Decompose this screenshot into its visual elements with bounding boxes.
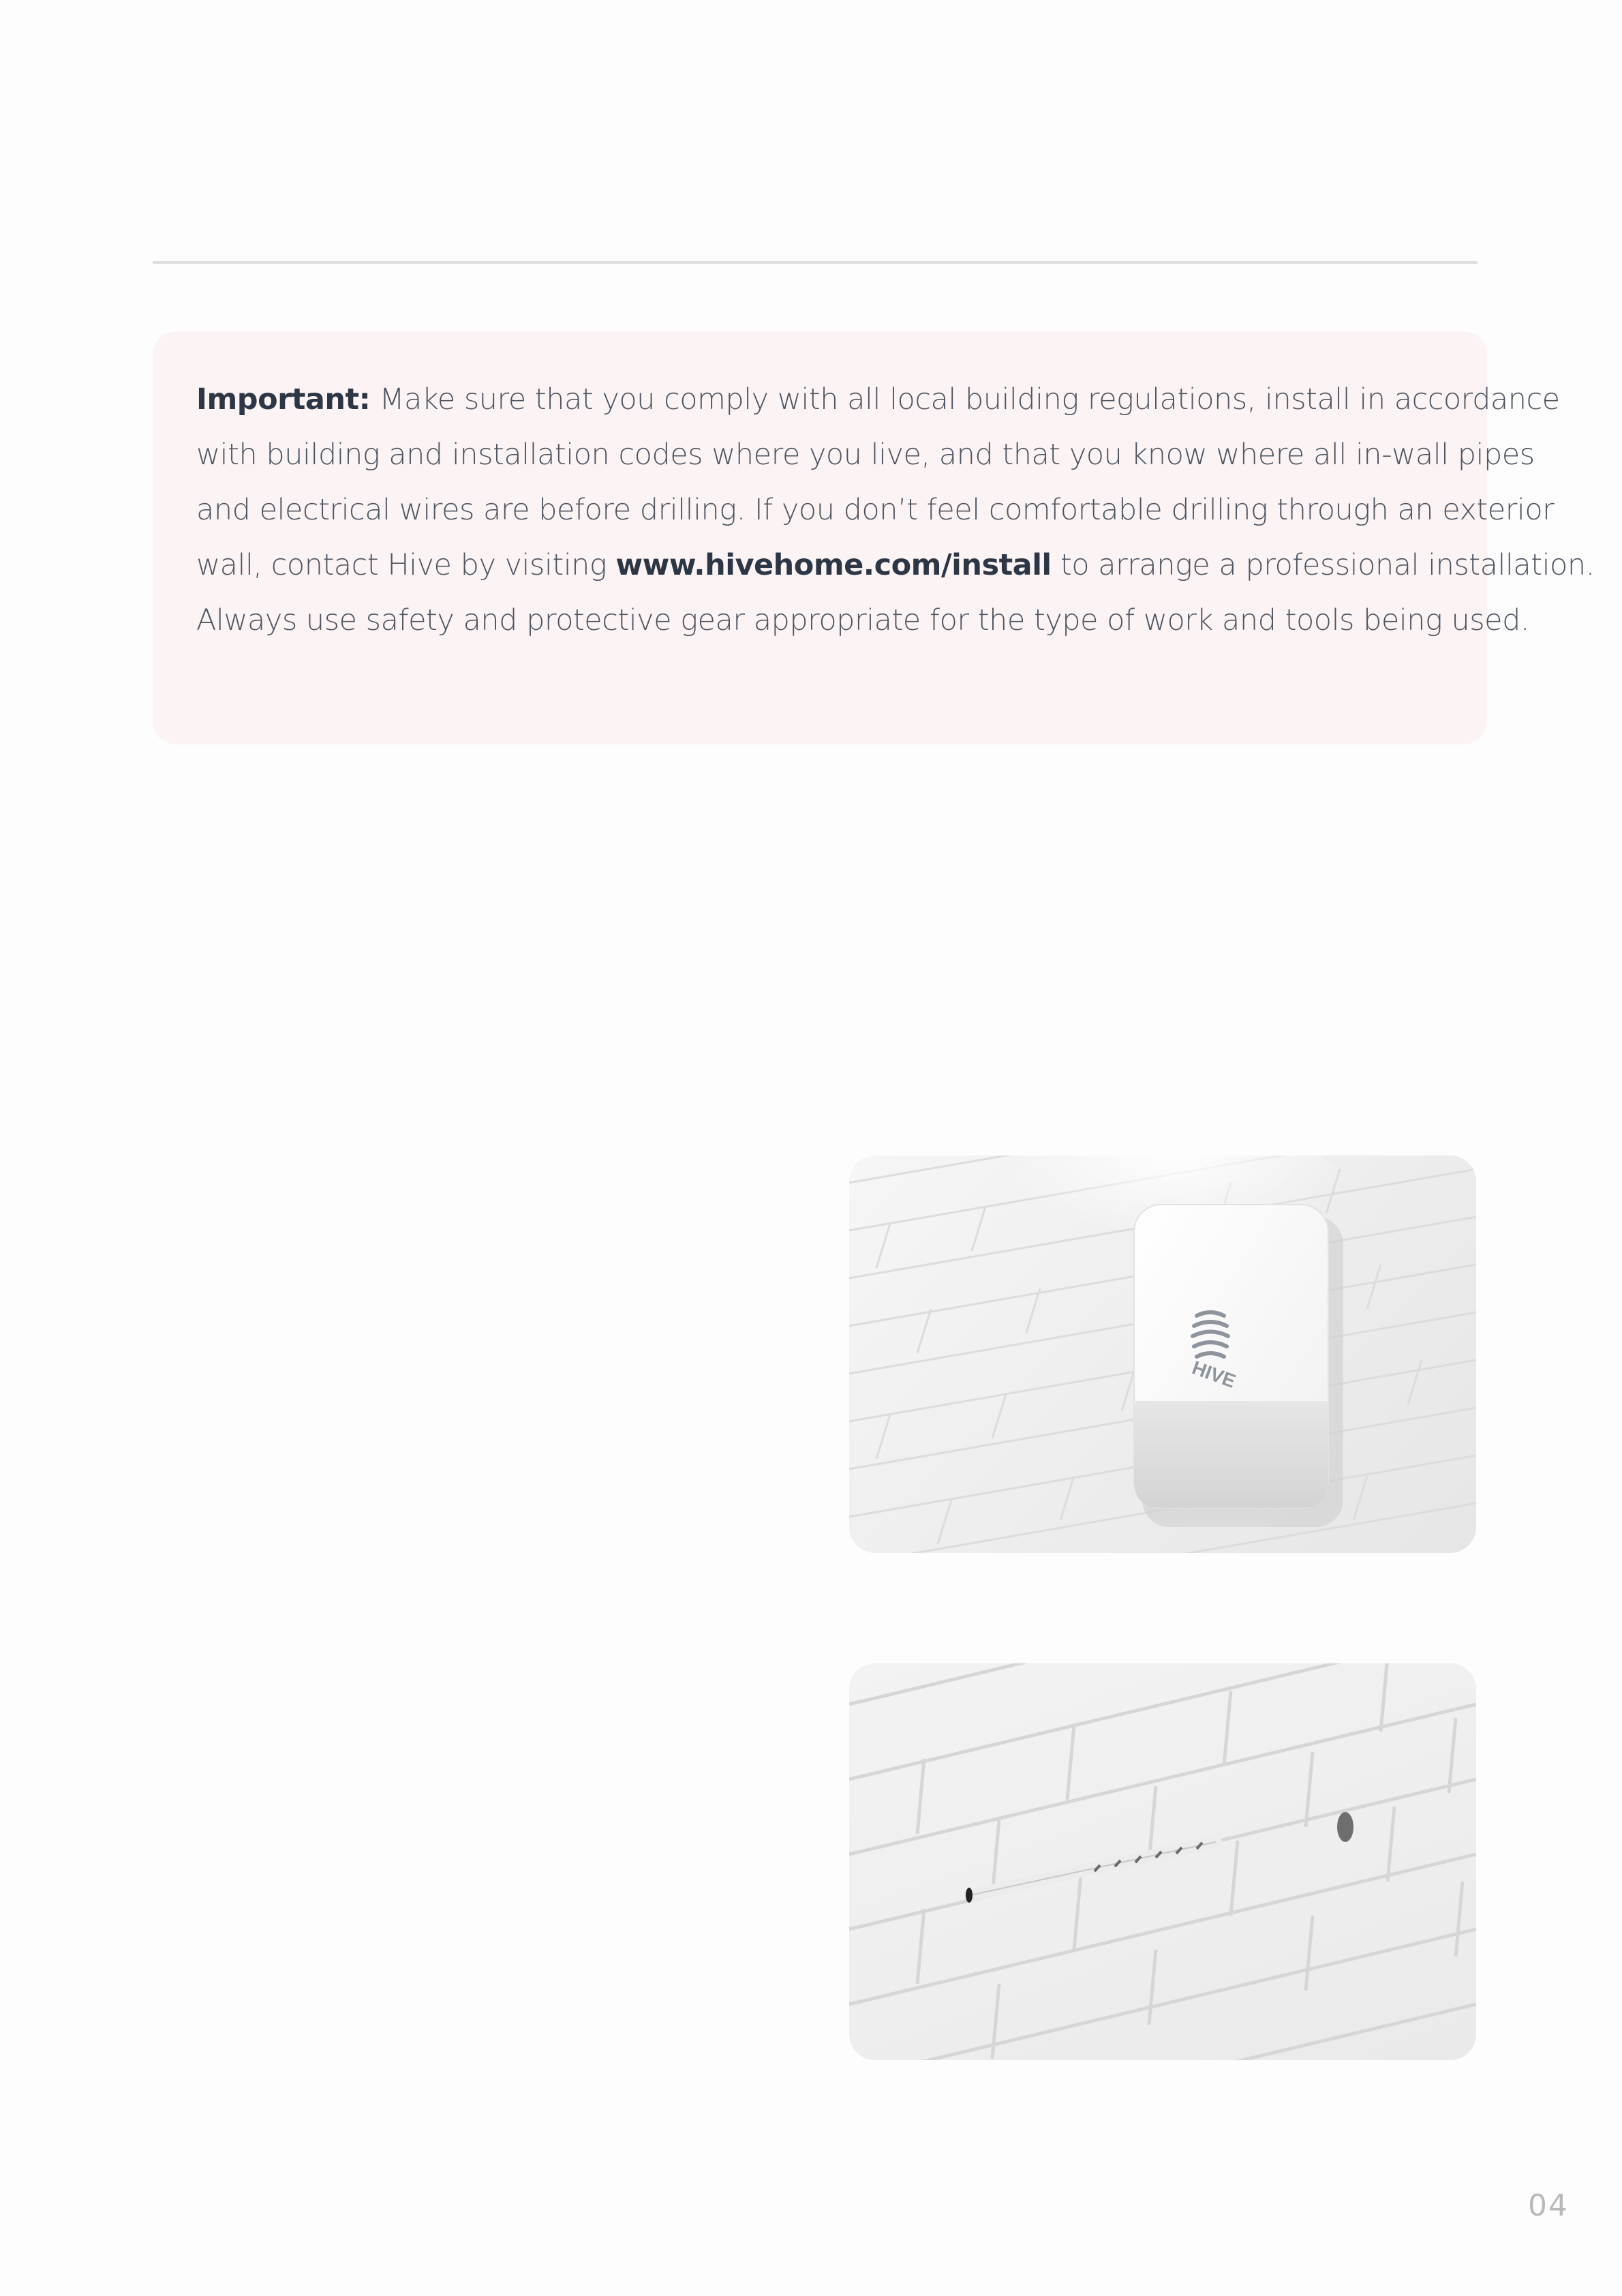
hive-siren-wall-image [849,1155,1476,1553]
drilling-wall-image [849,1663,1476,2060]
drilling-illustration [849,1663,1476,2060]
hive-logo-text: HIVE [1189,1357,1239,1392]
notice-line-5: Always use safety and protective gear appropriate for the type of work and tools being used. [196,603,1530,637]
notice-line-2: with building and installation codes where you live, and that you know where all in-wall pipes [196,438,1535,472]
page-number: 04 [1528,2188,1569,2223]
brick-lines [849,1663,1476,2060]
notice-label: Important: [196,382,371,417]
notice-line-4: wall, contact Hive by visiting www.hivehome.com/install to arrange a professional installation. [196,548,1595,582]
hive-siren-device [1134,1205,1343,1527]
important-notice [153,331,1595,744]
notice-line-1: Important: Make sure that you comply with all local building regulations, install in accordance [196,382,1560,417]
hive-siren-illustration [849,1155,1476,1553]
section-divider [153,261,1478,264]
notice-line-3: and electrical wires are before drilling. If you don’t feel comfortable drilling through an exterior [196,493,1555,527]
notice-text [196,372,1595,648]
install-link[interactable]: www.hivehome.com/install [615,548,1052,582]
drilled-hole [1337,1812,1353,1842]
drill-bit [966,1842,1216,1903]
